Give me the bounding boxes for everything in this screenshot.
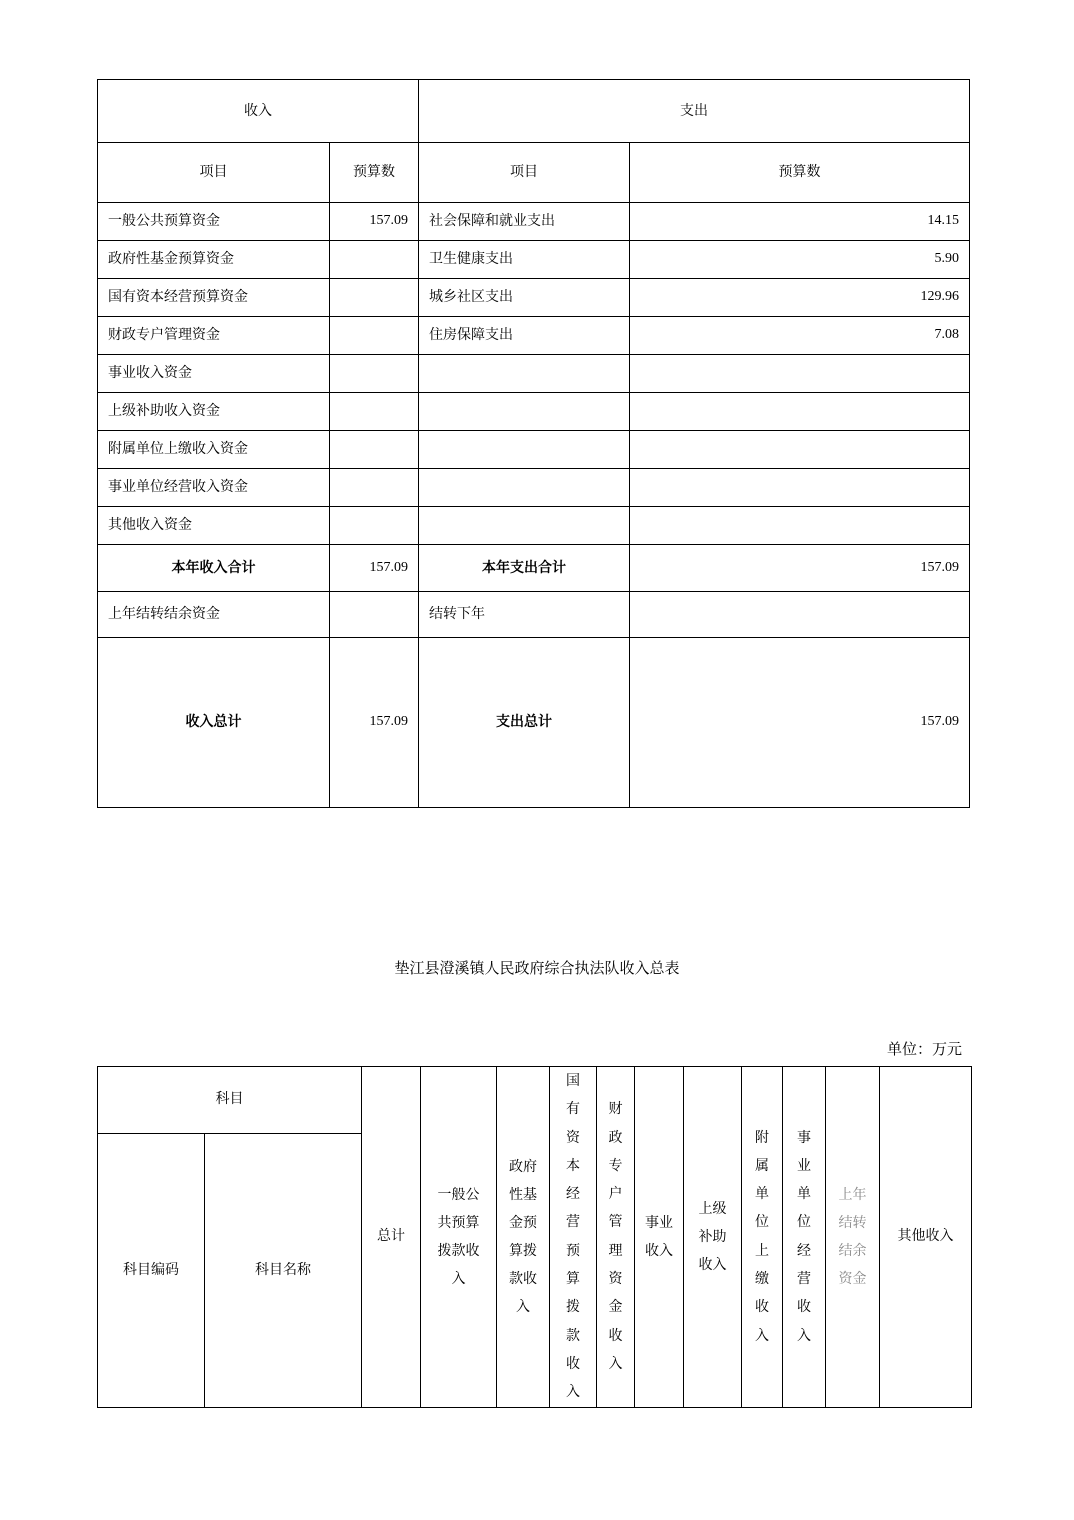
income-grand-total-label: 收入总计 [98, 638, 330, 808]
table-row [98, 393, 970, 431]
income-value [330, 241, 419, 279]
table-row [98, 203, 970, 241]
income-item: 一般公共预算资金 [98, 203, 330, 241]
table-row [98, 317, 970, 355]
subject-header: 科目 [98, 1067, 362, 1134]
expense-item [419, 393, 630, 431]
expense-budget-col-header: 预算数 [630, 143, 970, 203]
affiliated-remit-header: 附 属 单 位 上 缴 收 入 [742, 1067, 783, 1408]
expense-item [419, 507, 630, 545]
table-row [98, 469, 970, 507]
other-income-header: 其他收入 [880, 1067, 972, 1408]
carryover-row [98, 592, 970, 638]
income-item: 其他收入资金 [98, 507, 330, 545]
year-expense-total-label: 本年支出合计 [419, 545, 630, 592]
income-value [330, 469, 419, 507]
expense-value: 5.90 [630, 241, 970, 279]
table-row [98, 241, 970, 279]
income-value [330, 507, 419, 545]
grand-total-row [98, 638, 970, 808]
business-operating-header: 事 业 单 位 经 营 收 入 [783, 1067, 826, 1408]
table-row [98, 355, 970, 393]
income-item-col-header: 项目 [98, 143, 330, 203]
subject-code-header: 科目编码 [98, 1133, 205, 1407]
business-income-header: 事业 收入 [635, 1067, 684, 1408]
expense-item-col-header: 项目 [419, 143, 630, 203]
carry-next-year-label: 结转下年 [419, 592, 630, 638]
table-row [98, 279, 970, 317]
prior-carryover-header: 上年 结转 结余 资金 [826, 1067, 880, 1408]
general-budget-header: 一般公 共预算 拨款收 入 [421, 1067, 497, 1408]
total-header: 总计 [362, 1067, 421, 1408]
expense-item [419, 355, 630, 393]
income-item: 国有资本经营预算资金 [98, 279, 330, 317]
income-value [330, 279, 419, 317]
expense-value: 129.96 [630, 279, 970, 317]
carry-next-year-value [630, 592, 970, 638]
income-value [330, 355, 419, 393]
income-value [330, 317, 419, 355]
expense-header: 支出 [419, 80, 970, 143]
expense-value [630, 507, 970, 545]
income-item: 事业收入资金 [98, 355, 330, 393]
expense-item: 城乡社区支出 [419, 279, 630, 317]
superior-subsidy-header: 上级 补助 收入 [684, 1067, 742, 1408]
expense-grand-total-label: 支出总计 [419, 638, 630, 808]
table-row [98, 507, 970, 545]
expense-value [630, 393, 970, 431]
expense-value [630, 469, 970, 507]
year-income-total-label: 本年收入合计 [98, 545, 330, 592]
subject-name-header: 科目名称 [205, 1133, 362, 1407]
table-row [98, 431, 970, 469]
year-total-row [98, 545, 970, 592]
budget-summary-table [97, 79, 970, 808]
expense-grand-total-value: 157.09 [630, 638, 970, 808]
income-item: 附属单位上缴收入资金 [98, 431, 330, 469]
unit-label: 单位：万元 [886, 1040, 962, 1058]
income-value: 157.09 [330, 203, 419, 241]
income-item: 事业单位经营收入资金 [98, 469, 330, 507]
expense-item: 卫生健康支出 [419, 241, 630, 279]
fiscal-account-header: 财 政 专 户 管 理 资 金 收 入 [597, 1067, 635, 1408]
expense-item [419, 469, 630, 507]
expense-value: 14.15 [630, 203, 970, 241]
income-item: 政府性基金预算资金 [98, 241, 330, 279]
income-grand-total-value: 157.09 [330, 638, 419, 808]
expense-item: 社会保障和就业支出 [419, 203, 630, 241]
expense-value: 7.08 [630, 317, 970, 355]
income-summary-table [97, 1066, 972, 1408]
prior-carryover-label: 上年结转结余资金 [98, 592, 330, 638]
income-item: 财政专户管理资金 [98, 317, 330, 355]
expense-value [630, 431, 970, 469]
state-capital-header: 国 有 资 本 经 营 预 算 拨 款 收 入 [550, 1067, 597, 1408]
year-expense-total-value: 157.09 [630, 545, 970, 592]
income-budget-col-header: 预算数 [330, 143, 419, 203]
income-value [330, 431, 419, 469]
expense-item [419, 431, 630, 469]
income-item: 上级补助收入资金 [98, 393, 330, 431]
expense-value [630, 355, 970, 393]
prior-carryover-value [330, 592, 419, 638]
income-summary-title: 垫江县澄溪镇人民政府综合执法队收入总表 [394, 959, 680, 977]
income-value [330, 393, 419, 431]
year-income-total-value: 157.09 [330, 545, 419, 592]
gov-fund-header: 政府 性基 金预 算拨 款收 入 [497, 1067, 550, 1408]
income-header: 收入 [98, 80, 419, 143]
expense-item: 住房保障支出 [419, 317, 630, 355]
